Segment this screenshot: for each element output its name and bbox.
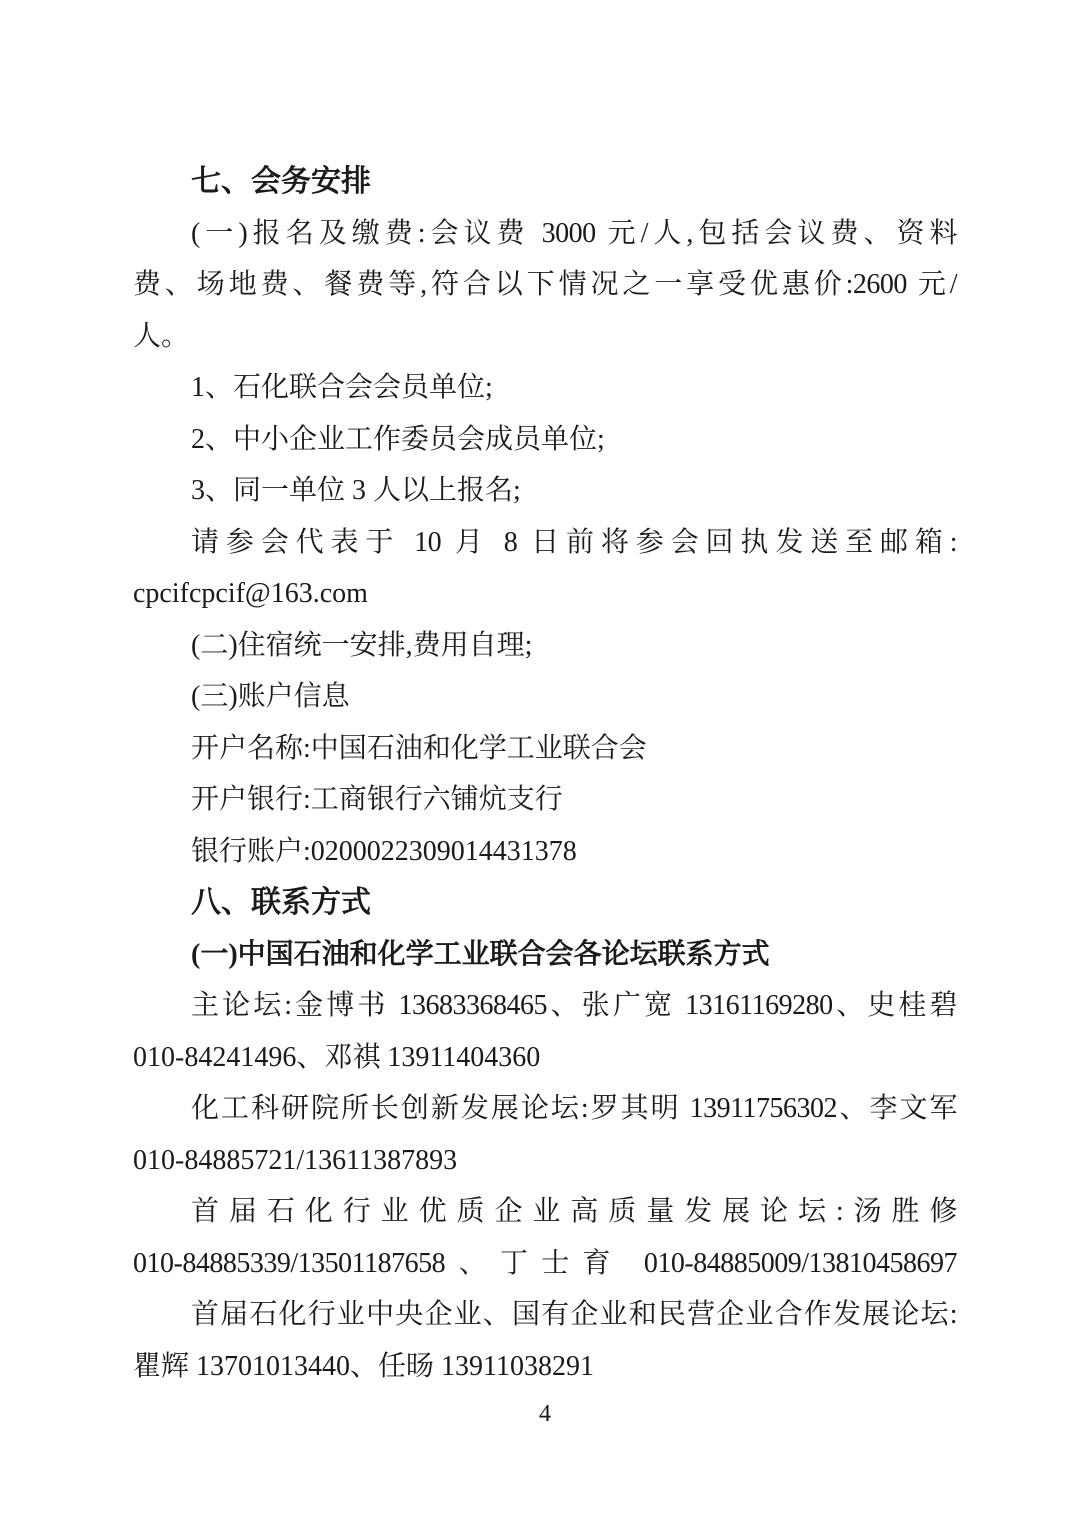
forum-research-contacts-line-2: 010-84885721/13611387893	[133, 1144, 458, 1176]
section-8-heading: 八、联系方式	[191, 886, 371, 919]
fee-paragraph-line-1: (一)报名及缴费:会议费 3000 元/人,包括会议费、资料	[191, 217, 957, 249]
discount-item-1: 1、石化联合会会员单位;	[191, 372, 493, 403]
forum-cooperation-contacts-line-1: 首届石化行业中央企业、国有企业和民营企业合作发展论坛:	[191, 1299, 957, 1330]
forum-main-contacts-line-2: 010-84241496、邓祺 13911404360	[133, 1041, 541, 1073]
fee-paragraph-line-2: 费、场地费、餐费等,符合以下情况之一享受优惠价:2600 元/	[133, 269, 957, 300]
forum-research-contacts-line-1: 化工科研院所长创新发展论坛:罗其明 13911756302、李文军	[191, 1093, 957, 1124]
reply-email: cpcifcpcif@163.com	[133, 578, 368, 609]
account-number: 银行账户:0200022309014431378	[191, 835, 577, 867]
section-8-subheading: (一)中国石油和化学工业联合会各论坛联系方式	[191, 938, 770, 970]
reply-instruction-line-1: 请参会代表于 10 月 8 日前将参会回执发送至邮箱:	[191, 526, 957, 558]
account-info-heading: (三)账户信息	[191, 681, 350, 712]
forum-cooperation-contacts-line-2: 瞿辉 13701013440、任旸 13911038291	[133, 1350, 594, 1382]
forum-main-contacts-line-1: 主论坛:金博书 13683368465、张广宽 13161169280、史桂碧	[191, 990, 957, 1021]
page-number: 4	[539, 1401, 551, 1427]
section-7-heading: 七、会务安排	[191, 165, 371, 198]
fee-paragraph-line-3: 人。	[133, 320, 190, 352]
forum-quality-contacts-line-1: 首届石化行业优质企业高质量发展论坛:汤胜修	[191, 1196, 957, 1227]
hotel-note: (二)住宿统一安排,费用自理;	[191, 629, 533, 661]
account-name: 开户名称:中国石油和化学工业联合会	[191, 732, 647, 764]
account-bank: 开户银行:工商银行六铺炕支行	[191, 784, 563, 815]
forum-quality-contacts-line-2: 010-84885339/13501187658、丁士育 010-84885009/13810458697	[133, 1247, 957, 1279]
discount-item-2: 2、中小企业工作委员会成员单位;	[191, 423, 605, 455]
discount-item-3: 3、同一单位 3 人以上报名;	[191, 475, 521, 506]
